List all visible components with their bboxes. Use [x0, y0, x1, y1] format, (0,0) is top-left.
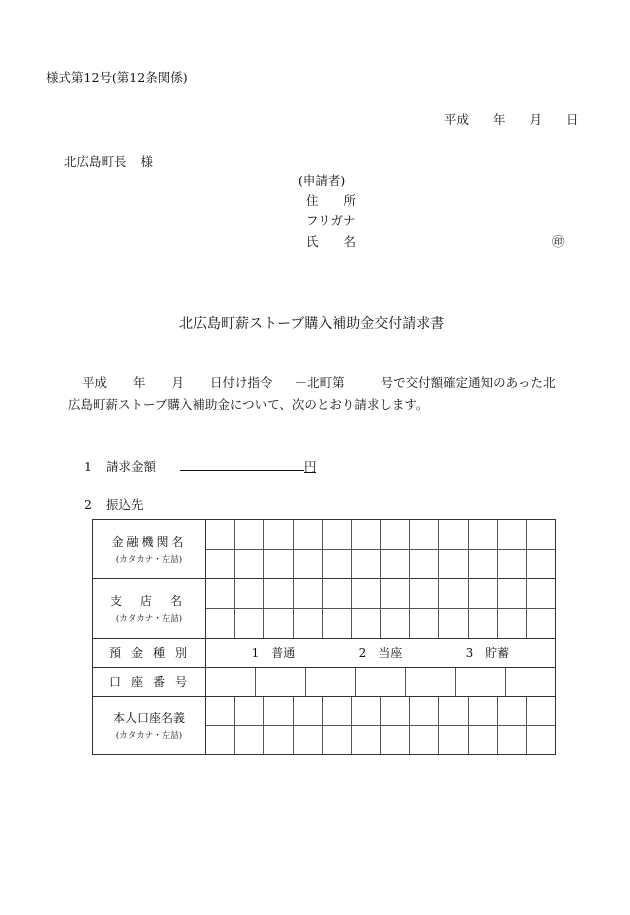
date-month: 月: [529, 112, 543, 127]
branch-row: [93, 579, 556, 638]
body-era: 平成: [82, 375, 108, 390]
institution-sub: (カタカナ・左詰): [115, 555, 183, 566]
item-1-label: 請求金額: [105, 459, 156, 474]
institution-label-cell: [93, 520, 206, 579]
furigana-label: フリガナ: [306, 213, 356, 228]
item-2: [84, 495, 143, 513]
deposit-type-label-cell: [93, 638, 206, 667]
item-2-label: 振込先: [105, 497, 144, 512]
holder-sub: (カタカナ・左詰): [115, 731, 183, 742]
deposit-type-row: [93, 638, 556, 667]
holder-row: [93, 696, 556, 754]
body-dept: －北町第: [294, 375, 345, 390]
document-title: 北広島町薪ストーブ購入補助金交付請求書: [179, 316, 445, 332]
institution-row: [93, 520, 556, 579]
applicant-heading: (申請者): [298, 173, 346, 188]
addressee-honorific: 様: [140, 154, 154, 169]
deposit-option-savings[interactable]: 3 貯蓄: [465, 646, 510, 661]
account-number-row: [93, 667, 556, 696]
holder-label: 本人口座名義: [112, 711, 185, 726]
form-number: 様式第12号(第12条関係): [46, 70, 188, 85]
date-era: 平成: [444, 112, 470, 127]
branch-input-cells[interactable]: [206, 579, 556, 638]
deposit-option-ordinary[interactable]: 1 普通: [251, 646, 296, 661]
deposit-option-current[interactable]: 2 当座: [358, 646, 403, 661]
item-1: [84, 455, 316, 475]
body-line-1: [82, 373, 555, 391]
date-year: 年: [493, 112, 506, 127]
branch-label: 支店名: [109, 594, 200, 609]
body-num-rest: 号で交付額確定通知のあった北: [380, 375, 556, 390]
seal-mark: ㊞: [552, 234, 565, 249]
date-day: 日: [566, 112, 579, 127]
addressee-name: 北広島町長: [64, 154, 127, 169]
body-line-2: 広島町薪ストーブ購入補助金について、次のとおり請求します。: [68, 397, 429, 412]
branch-label-cell: [93, 579, 206, 638]
deposit-type-options: [206, 638, 556, 667]
date-line: [444, 110, 579, 128]
institution-label: 金融機関名: [111, 535, 187, 550]
name-label: 氏 名: [306, 234, 357, 249]
amount-field[interactable]: [180, 455, 304, 471]
deposit-type-label: 預金種別: [108, 646, 197, 661]
item-1-number: 1: [84, 459, 92, 474]
account-number-label: 口座番号: [108, 675, 197, 690]
account-number-input-cells[interactable]: [206, 667, 556, 696]
addressee: [64, 152, 153, 170]
bank-account-table: [92, 519, 556, 755]
branch-sub: (カタカナ・左詰): [115, 614, 183, 625]
holder-label-cell: [93, 696, 206, 754]
address-label: 住 所: [306, 193, 357, 208]
item-2-number: 2: [84, 497, 92, 512]
institution-input-cells[interactable]: [206, 520, 556, 579]
amount-unit: 円: [303, 459, 317, 474]
account-number-label-cell: [93, 667, 206, 696]
body-date-order: 日付け指令: [210, 375, 273, 390]
body-month: 月: [171, 375, 185, 390]
body-year: 年: [133, 375, 146, 390]
holder-input-cells[interactable]: [206, 696, 556, 754]
